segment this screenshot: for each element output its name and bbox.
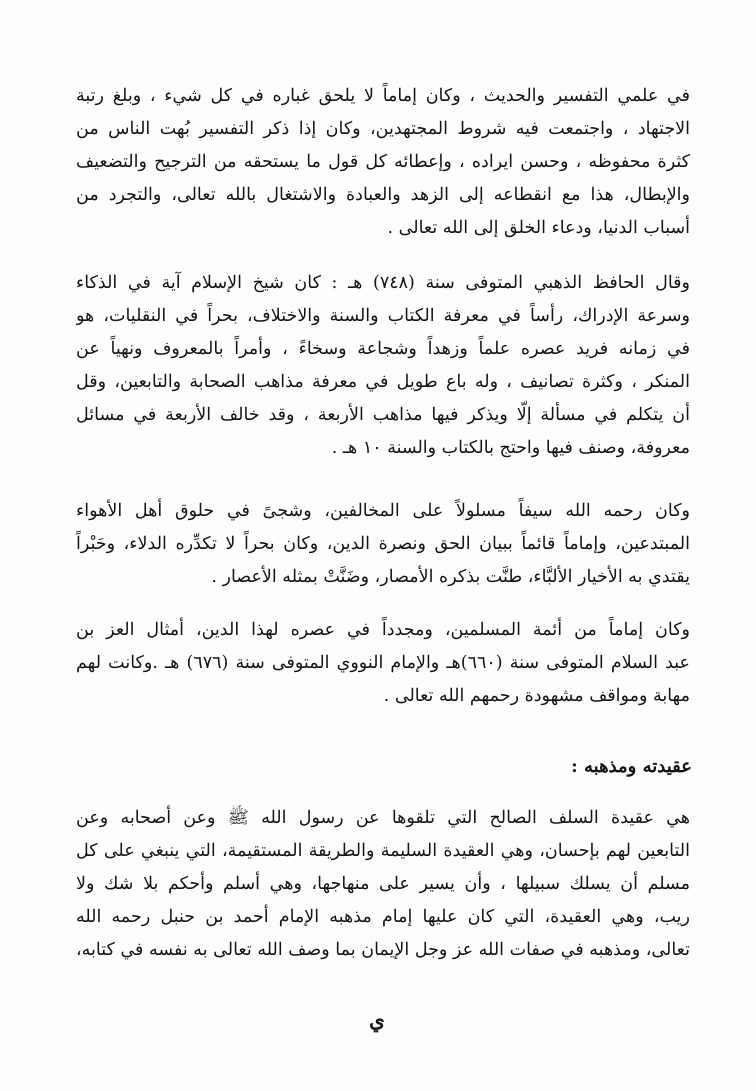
text-line: وقال الحافظ الذهبي المتوفى سنة (٧٤٨) هـ : كان شيخ الإسلام آية في الذكاء (76, 273, 690, 293)
text-line: معروفة، وصنف فيها واحتج بالكتاب والسنة ١٠ هـ . (331, 438, 690, 458)
section-heading: عقيدته ومذهبه : (571, 756, 692, 777)
text-line: المبتدعين، وإماماً قائماً ببيان الحق ونصرة الدين، وكان بحراً لا تكدِّره الدلاء، وحَبْراً (76, 534, 690, 554)
text-line: الاجتهاد ، واجتمعت فيه شروط المجتهدين، وكان إذا ذكر التفسير بُهت الناس من (76, 119, 690, 139)
text-line: يقتدي به الأخيار الألبَّاء، طنَّت بذكره الأمصار، وضَنَّتْ بمثله الأعصار . (211, 567, 690, 587)
text-line: وكان رحمه الله سيفاً مسلولاً على المخالفين، وشجىً في حلوق أهل الأهواء (76, 501, 690, 521)
page-number: ي (369, 1008, 385, 1032)
paragraph-tafsir-hadith (76, 80, 690, 245)
text-line: أسباب الدنيا، ودعاء الخلق إلى الله تعالى . (387, 218, 690, 238)
paragraph-contemporaries (76, 614, 690, 713)
text-line: أن يتكلم في مسألة إلّا ويذكر فيها مذاهب الأربعة ، وقد خالف الأربعة في مسائل (76, 405, 690, 425)
paragraph-praise (76, 495, 690, 594)
text-line: والإبطال، هذا مع انقطاعه إلى الزهد والعبادة والاشتغال بالله تعالى، والتجرد من (76, 185, 690, 205)
text-line: في زمانه فريد عصره علماً وزهداً وشجاعة وسخاءً ، وأمراً بالمعروف ونهياً عن (76, 339, 690, 359)
text-line: في علمي التفسير والحديث ، وكان إماماً لا يلحق غباره في كل شيء ، وبلغ رتبة (76, 86, 690, 106)
text-line: وسرعة الإدراك، رأساً في معرفة الكتاب والسنة والاختلاف، بحراً في النقليات، هو (76, 306, 690, 326)
text-line: مهابة ومواقف مشهودة رحمهم الله تعالى . (383, 686, 690, 706)
text-line: مسلم أن يسلك سبيلها ، وأن يسير على منهاجها، وهي أسلم وأحكم بلا شك ولا (76, 874, 690, 894)
text-line: المنكر ، وكثرة تصانيف ، وله باع طويل في معرفة مذاهب الصحابة والتابعين، وقل (76, 372, 690, 392)
text-line: ريب، وهي العقيدة، التي كان عليها إمام مذهبه الإمام أحمد بن حنبل رحمه الله (76, 907, 690, 927)
text-line: كثرة محفوظه ، وحسن ايراده ، وإعطائه كل قول ما يستحقه من الترجيح والتضعيف (76, 152, 690, 172)
paragraph-dhahabi-quote (76, 267, 690, 465)
text-line: عبد السلام المتوفى سنة (٦٦٠)هـ والإمام النووي المتوفى سنة (٦٧٦) هـ .وكانت لهم (76, 653, 690, 673)
paragraph-creed (76, 802, 690, 967)
text-line: هي عقيدة السلف الصالح التي تلقوها عن رسول الله ﷺ وعن أصحابه وعن (76, 808, 690, 828)
text-line: التابعين لهم بإحسان، وهي العقيدة السليمة والطريقة المستقيمة، التي ينبغي على كل (76, 841, 690, 861)
text-line: تعالى، ومذهبه في صفات الله عز وجل الإيمان بما وصف الله تعالى به نفسه في كتابه، (76, 940, 690, 960)
text-line: وكان إماماً من أئمة المسلمين، ومجدداً في عصره لهذا الدين، أمثال العز بن (76, 620, 690, 640)
